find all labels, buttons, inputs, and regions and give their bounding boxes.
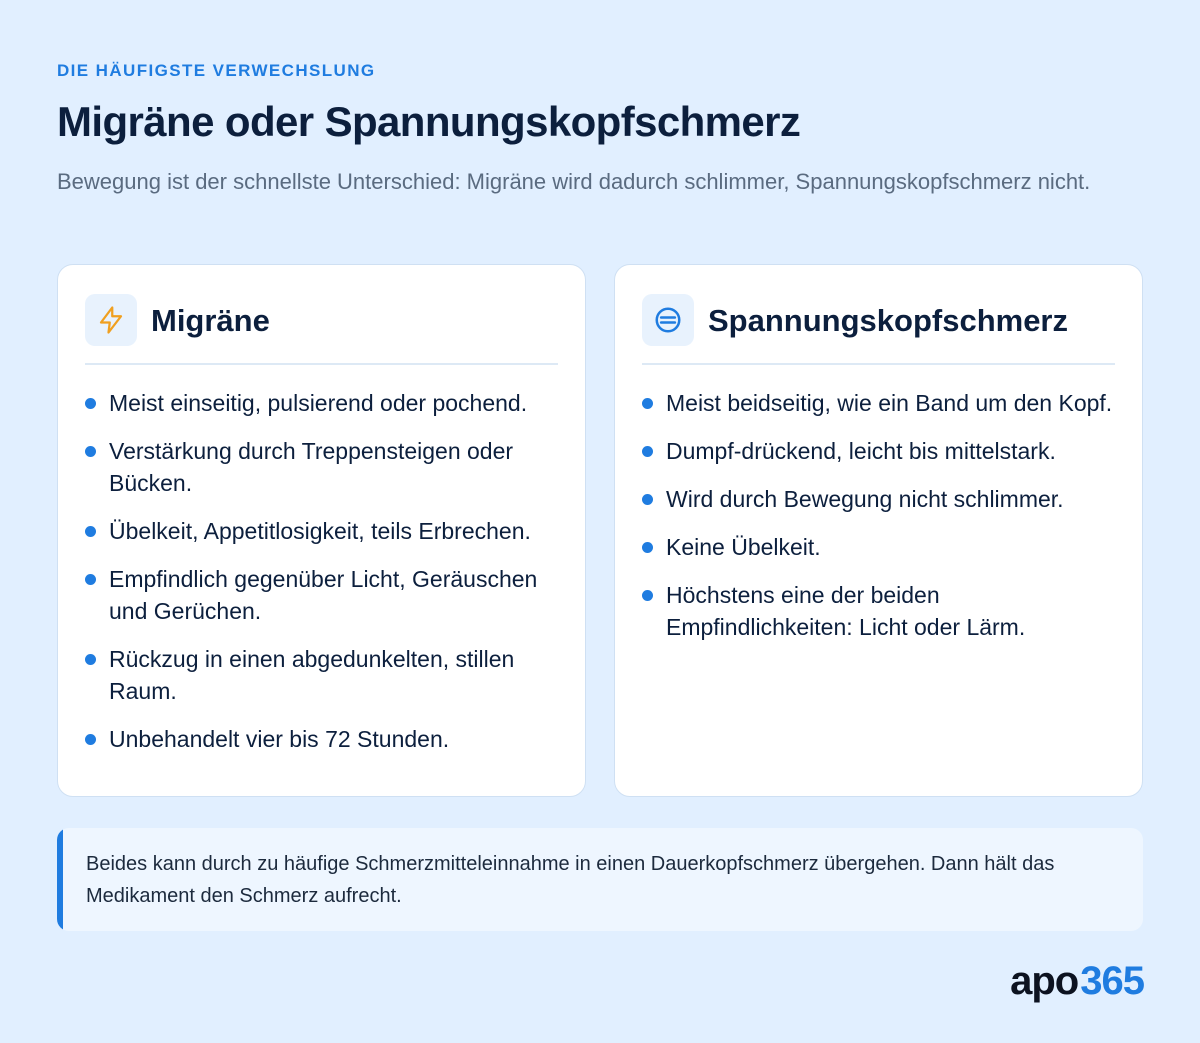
list-item-text: Meist beidseitig, wie ein Band um den Kopf. [666, 390, 1113, 416]
symptom-list [642, 387, 1122, 659]
list-item [85, 563, 565, 627]
bullet-icon [85, 446, 96, 457]
bullet-icon [642, 590, 653, 601]
list-item [85, 387, 565, 419]
list-item [642, 435, 1122, 467]
band-circle-icon [642, 294, 694, 346]
card-spannungskopfschmerz [614, 264, 1143, 797]
logo-brand: apo [1010, 959, 1079, 1003]
card-title: Spannungskopfschmerz [708, 303, 1068, 338]
list-item [85, 643, 565, 707]
list-item-text: Unbehandelt vier bis 72 Stunden. [109, 726, 450, 752]
brand-logo [1010, 959, 1144, 1004]
list-item [642, 531, 1122, 563]
list-item-text: Empfindlich gegenüber Licht, Geräuschen und Gerüchen. [109, 566, 538, 624]
list-item-text: Höchstens eine der beiden Empfindlichkeiten: Licht oder Lärm. [666, 582, 1026, 640]
list-item-text: Keine Übelkeit. [666, 534, 821, 560]
list-item [642, 387, 1122, 419]
bullet-icon [85, 654, 96, 665]
bullet-icon [85, 398, 96, 409]
info-note [57, 828, 1143, 931]
page-subtitle: Bewegung ist der schnellste Unterschied: Migräne wird dadurch schlimmer, Spannungskopfschmerz nicht. [57, 169, 1091, 194]
bullet-icon [85, 734, 96, 745]
page-title: Migräne oder Spannungskopfschmerz [57, 98, 801, 145]
bullet-icon [642, 542, 653, 553]
list-item-text: Rückzug in einen abgedunkelten, stillen Raum. [109, 646, 515, 704]
list-item [85, 435, 565, 499]
list-item-text: Wird durch Bewegung nicht schlimmer. [666, 486, 1064, 512]
eyebrow-label: DIE HÄUFIGSTE VERWECHSLUNG [57, 61, 376, 80]
card-header [85, 294, 558, 365]
list-item [85, 723, 565, 755]
list-item-text: Übelkeit, Appetitlosigkeit, teils Erbrechen. [109, 518, 531, 544]
list-item-text: Meist einseitig, pulsierend oder pochend. [109, 390, 528, 416]
note-text: Beides kann durch zu häufige Schmerzmitteleinnahme in einen Dauerkopfschmerz übergehen. Dann hält das Medikament den Schmerz aufrecht. [86, 853, 1055, 907]
list-item [642, 483, 1122, 515]
symptom-list [85, 387, 565, 771]
list-item-text: Verstärkung durch Treppensteigen oder Bücken. [109, 438, 514, 496]
bullet-icon [642, 446, 653, 457]
list-item-text: Dumpf-drückend, leicht bis mittelstark. [666, 438, 1056, 464]
list-item [85, 515, 565, 547]
note-accent-bar [57, 828, 63, 931]
bullet-icon [85, 574, 96, 585]
card-header [642, 294, 1115, 365]
bullet-icon [642, 494, 653, 505]
bullet-icon [642, 398, 653, 409]
logo-number: 365 [1080, 959, 1144, 1003]
bullet-icon [85, 526, 96, 537]
list-item [642, 579, 1122, 643]
card-migraene [57, 264, 586, 797]
lightning-icon [85, 294, 137, 346]
card-title: Migräne [151, 303, 270, 338]
